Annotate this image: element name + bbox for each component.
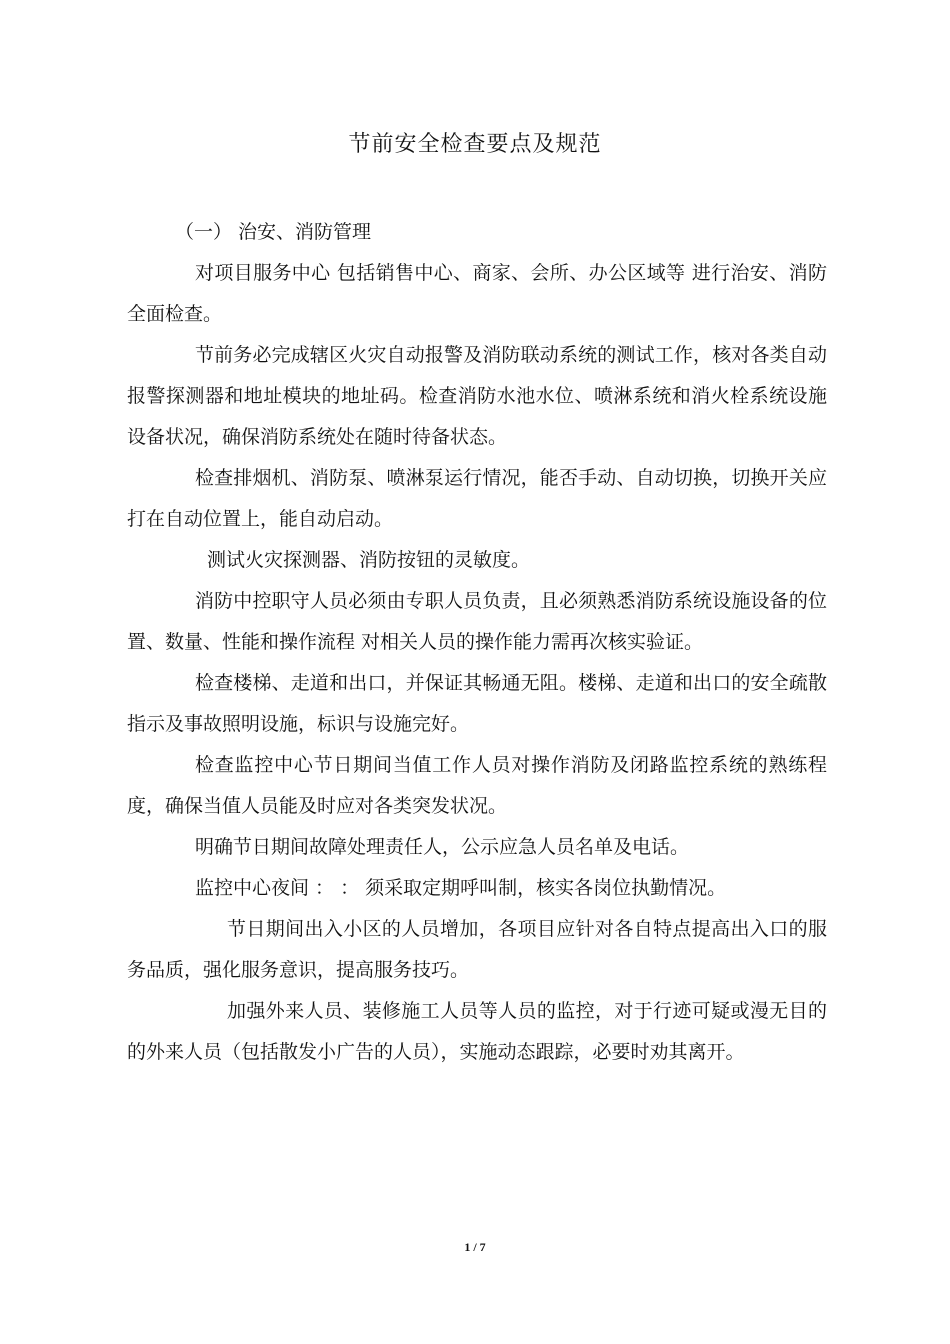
page-number: 1 / 7: [464, 1240, 486, 1254]
document-body: [127, 212, 827, 1073]
section-heading: （一） 治安、消防管理: [175, 221, 372, 243]
paragraph: 消防中控职守人员必须由专职人员负责，且必须熟悉消防系统设施设备的位置、数量、性能和操作流程 对相关人员的操作能力需再次核实验证。: [127, 590, 827, 653]
paragraph: 节前务必完成辖区火灾自动报警及消防联动系统的测试工作，核对各类自动报警探测器和地址模块的地址码。检查消防水池水位、喷淋系统和消火栓系统设施设备状况，确保消防系统处在随时待备状态。: [127, 344, 827, 448]
paragraph: 节日期间出入小区的人员增加，各项目应针对各自特点提高出入口的服务品质，强化服务意识，提高服务技巧。: [127, 918, 827, 981]
paragraph: 加强外来人员、装修施工人员等人员的监控，对于行迹可疑或漫无目的的外来人员（包括散发小广告的人员），实施动态跟踪，必要时劝其离开。: [127, 1000, 827, 1063]
paragraph: 测试火灾探测器、消防按钮的灵敏度。: [207, 549, 531, 571]
paragraph: 对项目服务中心 包括销售中心、商家、会所、办公区域等 进行治安、消防全面检查。: [127, 262, 827, 325]
paragraph: 检查监控中心节日期间当值工作人员对操作消防及闭路监控系统的熟练程度，确保当值人员能及时应对各类突发状况。: [127, 754, 827, 817]
paragraph: 监控中心夜间 ： ： 须采取定期呼叫制，核实各岗位执勤情况。: [195, 877, 727, 899]
paragraph: 检查排烟机、消防泵、喷淋泵运行情况，能否手动、自动切换，切换开关应打在自动位置上，能自动启动。: [127, 467, 827, 530]
document-title: 节前安全检查要点及规范: [348, 132, 602, 157]
paragraph: 明确节日期间故障处理责任人，公示应急人员名单及电话。: [195, 836, 690, 858]
paragraph: 检查楼梯、走道和出口，并保证其畅通无阻。楼梯、走道和出口的安全疏散指示及事故照明设施，标识与设施完好。: [127, 672, 827, 735]
